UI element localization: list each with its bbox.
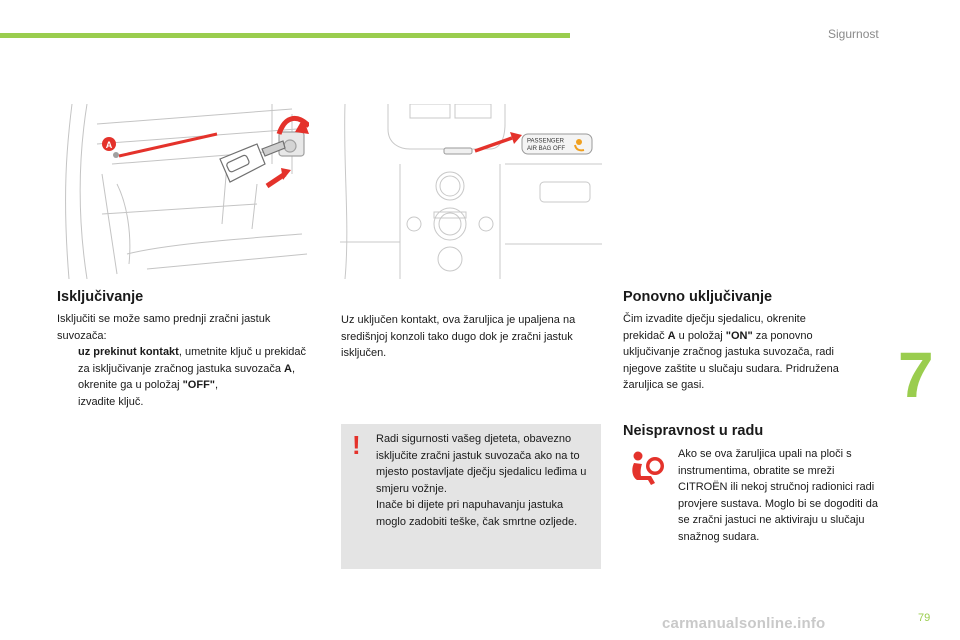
fault-text: Ako se ova žaruljica upali na ploči s instrumentima, obratite se mreži CITROËN ili nekoj stručnoj radionici radi provjere sustava. Moglo bi se dogoditi da se zračni jastuci ne aktiviraju u slučaju snažnog sudara. [678,448,878,543]
lamp-text-line2: AIR BAG OFF [527,146,566,152]
section-accent-bar [0,33,570,38]
section-title: Sigurnost [828,27,879,41]
deactivation-step-1: uz prekinut kontakt, umetnite ključ u prekidač za isključivanje zračnog jastuka suvozača A, [78,346,307,375]
figure-key-switch [57,104,309,279]
deactivation-text [57,311,312,410]
deactivation-intro: Isključiti se može samo prednji zračni jastuk suvozača: [57,313,271,342]
warning-line-1: Radi sigurnosti vašeg djeteta, obavezno isključite zračni jastuk suvozača ako na to mjesto postavljate dječju sjedalicu leđima u smjeru vožnje. [376,433,587,495]
chapter-number: 7 [898,339,934,411]
reactivation-heading: Ponovno uključivanje [623,289,773,305]
lamp-description: Uz uključen kontakt, ova žaruljica je upaljena na središnjoj konzoli tako dugo dok je zračni jastuk isključen. [341,314,576,359]
deactivation-heading: Isključivanje [57,289,144,305]
lamp-text-line1: PASSENGER [527,138,564,145]
warning-text [376,431,596,530]
airbag-warning-icon [628,449,666,487]
figure-center-console [340,104,602,279]
reactivation-text: Čim izvadite dječju sjedalicu, okrenite prekidač A u položaj "ON" za ponovno uključivanje zračnog jastuka suvozača, radi njegove zaštite u slučaju sudara. Pridružena žaruljica se gasi. [623,313,839,391]
deactivation-step-2: okrenite ga u položaj "OFF", [78,379,219,391]
key-switch-illustration [57,104,309,279]
watermark: carmanualsonline.info [662,615,826,632]
callout-a-label: A [105,140,113,150]
fault-heading: Neispravnost u radu [623,423,764,439]
deactivation-step-3: izvadite ključ. [78,395,144,408]
warning-icon: ! [352,430,361,460]
warning-line-2: Inače bi dijete pri napuhavanju jastuka moglo zadobiti teške, čak smrtne ozljede. [376,499,578,528]
console-illustration [340,104,602,279]
page-number: 79 [918,612,931,624]
warning-box [341,424,601,569]
